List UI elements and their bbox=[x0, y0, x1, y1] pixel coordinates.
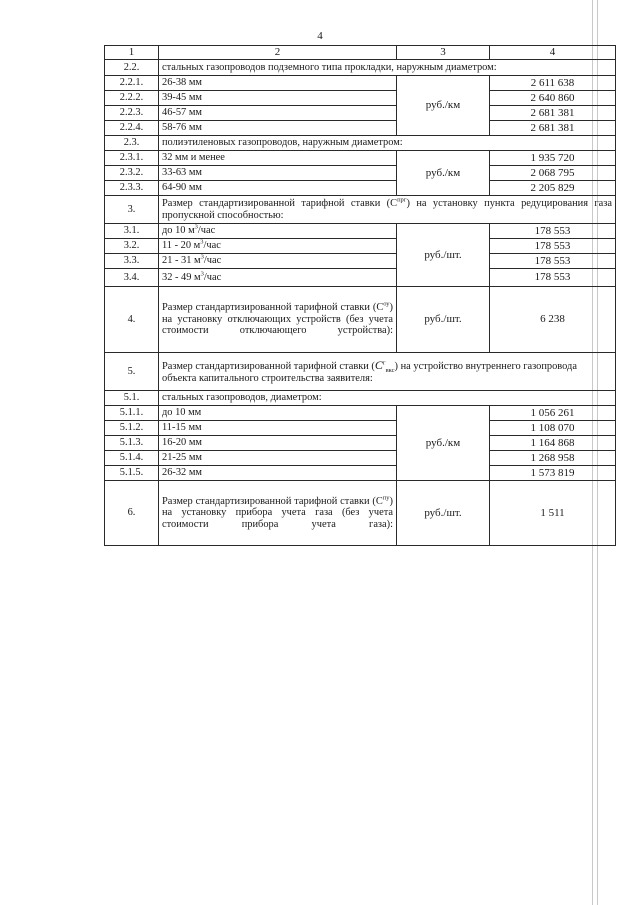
row-value: 2 681 381 bbox=[490, 121, 616, 136]
row-label bbox=[159, 254, 397, 269]
superscript: 3 bbox=[200, 238, 204, 246]
row-label-text: /час bbox=[197, 225, 216, 237]
row-number: 2.2.1. bbox=[105, 76, 159, 91]
row-label: 46-57 мм bbox=[159, 106, 397, 121]
table-header-row bbox=[105, 46, 616, 60]
row-value: 178 553 bbox=[490, 254, 616, 269]
table-row bbox=[105, 151, 616, 166]
column-header: 3 bbox=[397, 46, 490, 60]
row-number: 5.1.5. bbox=[105, 466, 159, 481]
table-row bbox=[105, 406, 616, 421]
section-row bbox=[105, 391, 616, 406]
section-title: стальных газопроводов подземного типа прокладки, наружным диаметром: bbox=[159, 60, 616, 76]
superscript: пу bbox=[382, 494, 390, 502]
column-header: 1 bbox=[105, 46, 159, 60]
row-number: 5.1.1. bbox=[105, 406, 159, 421]
section-row bbox=[105, 196, 616, 224]
superscript: прг bbox=[397, 196, 407, 204]
row-number: 5.1. bbox=[105, 391, 159, 406]
row-label bbox=[159, 287, 397, 353]
row-number: 2.2.4. bbox=[105, 121, 159, 136]
row-label: 39-45 мм bbox=[159, 91, 397, 106]
table-row bbox=[105, 166, 616, 181]
row-number: 5. bbox=[105, 353, 159, 391]
unit-cell: руб./шт. bbox=[397, 287, 490, 353]
row-label bbox=[159, 239, 397, 254]
row-value: 2 640 860 bbox=[490, 91, 616, 106]
subscript: вкс bbox=[385, 366, 395, 374]
superscript: 3 bbox=[200, 253, 204, 261]
table-row bbox=[105, 91, 616, 106]
row-value: 1 056 261 bbox=[490, 406, 616, 421]
row-label-text: до 10 м bbox=[162, 225, 195, 237]
row-number: 2.3. bbox=[105, 136, 159, 151]
row-label-text: /час bbox=[203, 255, 222, 267]
row-label bbox=[159, 269, 397, 287]
row-number: 5.1.4. bbox=[105, 451, 159, 466]
row-label-text: Размер стандартизированной тарифной ставки (С bbox=[162, 495, 383, 507]
row-label bbox=[159, 481, 397, 546]
unit-cell: руб./км bbox=[397, 151, 490, 196]
row-label-text: ) на установку отключающих устройств (без учета стоимости отключающего устройства): bbox=[162, 302, 393, 337]
unit-cell: руб./шт. bbox=[397, 224, 490, 287]
section-title-text: Размер стандартизированной тарифной ставки ( bbox=[162, 360, 375, 372]
row-label: 16-20 мм bbox=[159, 436, 397, 451]
unit-cell: руб./км bbox=[397, 406, 490, 481]
superscript: 3 bbox=[200, 270, 204, 278]
row-number: 3.3. bbox=[105, 254, 159, 269]
row-value: 1 268 958 bbox=[490, 451, 616, 466]
section-title-text: Размер стандартизированной тарифной ставки (С bbox=[162, 197, 398, 209]
row-label: 58-76 мм bbox=[159, 121, 397, 136]
table-row bbox=[105, 254, 616, 269]
row-label-text: ) на установку прибора учета газа (без учета стоимости прибора учета газа): bbox=[162, 495, 393, 530]
row-number: 3.1. bbox=[105, 224, 159, 239]
row-label: 33-63 мм bbox=[159, 166, 397, 181]
superscript: 3 bbox=[194, 223, 198, 231]
table-row bbox=[105, 224, 616, 239]
row-label: 11-15 мм bbox=[159, 421, 397, 436]
table-row bbox=[105, 121, 616, 136]
superscript: г bbox=[382, 359, 386, 367]
table-row bbox=[105, 269, 616, 287]
table-row bbox=[105, 436, 616, 451]
table-row bbox=[105, 76, 616, 91]
row-number: 5.1.3. bbox=[105, 436, 159, 451]
table-row bbox=[105, 466, 616, 481]
row-value: 2 681 381 bbox=[490, 106, 616, 121]
table-row bbox=[105, 421, 616, 436]
row-number: 2.2. bbox=[105, 60, 159, 76]
row-label-text: 11 - 20 м bbox=[162, 240, 201, 252]
row-label: 64-90 мм bbox=[159, 181, 397, 196]
section-row bbox=[105, 136, 616, 151]
section-row bbox=[105, 481, 616, 546]
row-value: 178 553 bbox=[490, 224, 616, 239]
row-value: 178 553 bbox=[490, 239, 616, 254]
row-number: 2.3.1. bbox=[105, 151, 159, 166]
section-title-text: ) на установку пункта редуцирования газа пропускной способностью: bbox=[162, 197, 613, 221]
tariff-table bbox=[104, 45, 616, 546]
section-row bbox=[105, 60, 616, 76]
row-label: 26-38 мм bbox=[159, 76, 397, 91]
row-label: 26-32 мм bbox=[159, 466, 397, 481]
row-value: 1 108 070 bbox=[490, 421, 616, 436]
column-header: 2 bbox=[159, 46, 397, 60]
row-label: 32 мм и менее bbox=[159, 151, 397, 166]
row-number: 2.2.3. bbox=[105, 106, 159, 121]
row-label: до 10 мм bbox=[159, 406, 397, 421]
row-value: 1 573 819 bbox=[490, 466, 616, 481]
row-number: 3.4. bbox=[105, 269, 159, 287]
row-value: 178 553 bbox=[490, 269, 616, 287]
row-number: 5.1.2. bbox=[105, 421, 159, 436]
row-number: 2.3.2. bbox=[105, 166, 159, 181]
section-row bbox=[105, 353, 616, 391]
row-value: 2 068 795 bbox=[490, 166, 616, 181]
table-row bbox=[105, 181, 616, 196]
row-label-text: Размер стандартизированной тарифной ставки (С bbox=[162, 302, 384, 314]
row-number: 4. bbox=[105, 287, 159, 353]
section-title: полиэтиленовых газопроводов, наружным диаметром: bbox=[159, 136, 616, 151]
row-label-text: /час bbox=[203, 240, 221, 252]
section-title: стальных газопроводов, диаметром: bbox=[159, 391, 616, 406]
section-title bbox=[159, 353, 616, 391]
section-row bbox=[105, 287, 616, 353]
tariff-symbol: С bbox=[374, 357, 383, 372]
row-number: 6. bbox=[105, 481, 159, 546]
row-number: 2.3.3. bbox=[105, 181, 159, 196]
table-row bbox=[105, 106, 616, 121]
row-label: 21-25 мм bbox=[159, 451, 397, 466]
table-row bbox=[105, 239, 616, 254]
row-label bbox=[159, 224, 397, 239]
row-number: 2.2.2. bbox=[105, 91, 159, 106]
row-number: 3. bbox=[105, 196, 159, 224]
row-value: 1 511 bbox=[490, 481, 616, 546]
section-title bbox=[159, 196, 616, 224]
superscript: оу bbox=[383, 300, 390, 308]
row-value: 1 935 720 bbox=[490, 151, 616, 166]
row-label-text: 32 - 49 м bbox=[162, 271, 201, 283]
page-number: 4 bbox=[317, 30, 323, 42]
row-value: 2 611 638 bbox=[490, 76, 616, 91]
unit-cell: руб./шт. bbox=[397, 481, 490, 546]
section-title-text: ) на устройство внутреннего газопровода объекта капитального строительства заявителя: bbox=[162, 360, 577, 384]
column-header: 4 bbox=[490, 46, 616, 60]
table-row bbox=[105, 451, 616, 466]
row-value: 1 164 868 bbox=[490, 436, 616, 451]
row-value: 6 238 bbox=[490, 287, 616, 353]
row-label-text: /час bbox=[203, 271, 222, 283]
unit-cell: руб./км bbox=[397, 76, 490, 136]
row-value: 2 205 829 bbox=[490, 181, 616, 196]
row-number: 3.2. bbox=[105, 239, 159, 254]
row-label-text: 21 - 31 м bbox=[162, 255, 201, 267]
